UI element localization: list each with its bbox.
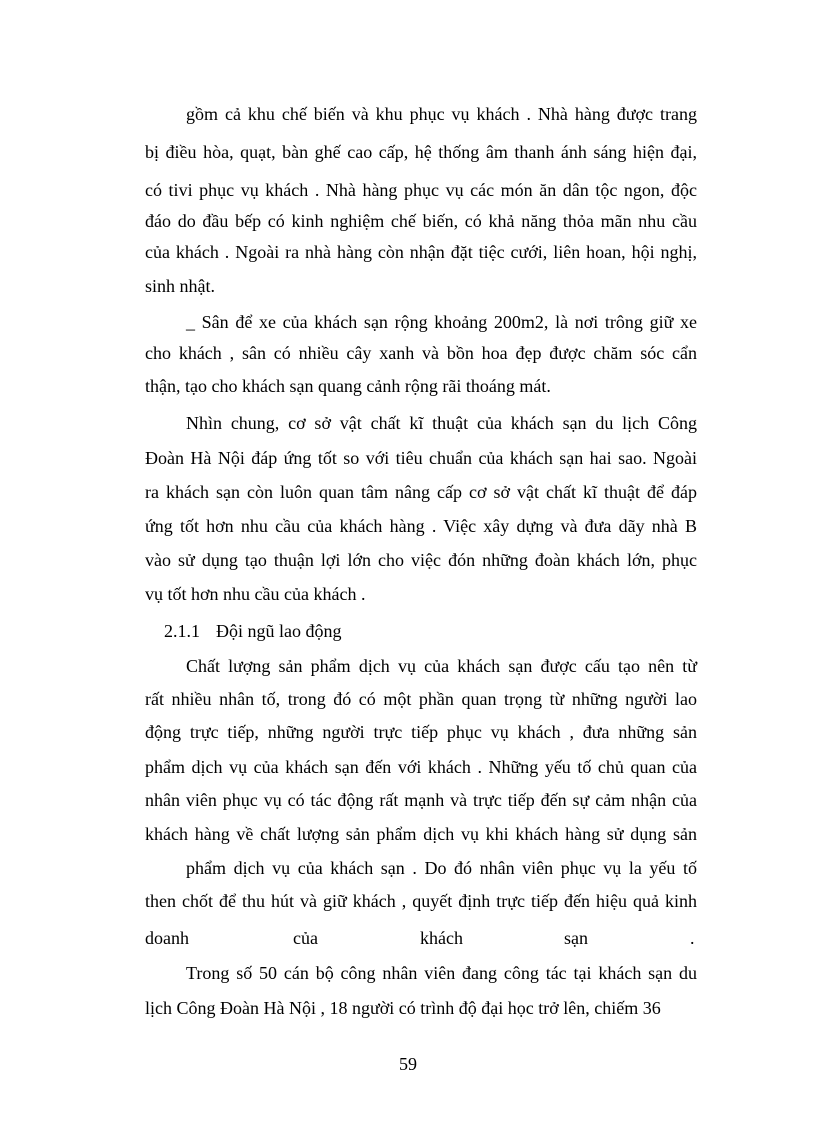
section-title: Đội ngũ lao động — [216, 621, 342, 641]
text-line: rất nhiều nhân tố, trong đó có một phần quan trọng từ những người lao — [145, 689, 697, 709]
word: sạn — [564, 928, 588, 948]
page-number: 59 — [399, 1054, 417, 1074]
word: khách — [420, 928, 463, 948]
section-number: 2.1.1 — [164, 621, 200, 641]
text-line: Nhìn chung, cơ sở vật chất kĩ thuật của khách sạn du lịch Công — [186, 413, 697, 433]
text-line: vụ tốt hơn nhu cầu của khách . — [145, 584, 366, 604]
text-line: phẩm dịch vụ của khách sạn đến với khách . Những yếu tố chủ quan của — [145, 757, 697, 777]
text-line: ra khách sạn còn luôn quan tâm nâng cấp cơ sở vật chất kĩ thuật để đáp — [145, 482, 697, 502]
word: của — [293, 928, 318, 948]
text-line: đáo do đầu bếp có kinh nghiệm chế biến, có khả năng thỏa mãn nhu cầu — [145, 211, 697, 231]
text-line: Trong số 50 cán bộ công nhân viên đang công tác tại khách sạn du — [186, 963, 697, 983]
text-line: thận, tạo cho khách sạn quang cảnh rộng rãi thoáng mát. — [145, 376, 551, 396]
text-line: vào sử dụng tạo thuận lợi lớn cho việc đón những đoàn khách lớn, phục — [145, 550, 697, 570]
section-heading — [164, 620, 342, 642]
text-line: động trực tiếp, những người trực tiếp phục vụ khách , đưa những sản — [145, 722, 697, 742]
text-line: gồm cả khu chế biến và khu phục vụ khách . Nhà hàng được trang — [186, 104, 697, 124]
word: doanh — [145, 928, 189, 948]
text-line: phẩm dịch vụ của khách sạn . Do đó nhân viên phục vụ la yếu tố — [186, 858, 697, 878]
text-line: Đoàn Hà Nội đáp ứng tốt so với tiêu chuẩn của khách sạn hai sao. Ngoài — [145, 448, 697, 468]
text-line: cho khách , sân có nhiều cây xanh và bồn hoa đẹp được chăm sóc cẩn — [145, 343, 697, 363]
text-line: lịch Công Đoàn Hà Nội , 18 người có trình độ đại học trở lên, chiếm 36 — [145, 998, 661, 1018]
text-line: sinh nhật. — [145, 276, 215, 296]
text-line: _ Sân để xe của khách sạn rộng khoảng 200m2, là nơi trông giữ xe — [186, 312, 697, 332]
text-line: then chốt để thu hút và giữ khách , quyết định trực tiếp đến hiệu quả kinh — [145, 891, 697, 911]
text-line: nhân viên phục vụ có tác động rất mạnh và trực tiếp đến sự cảm nhận của — [145, 790, 697, 810]
text-line: của khách . Ngoài ra nhà hàng còn nhận đặt tiệc cưới, liên hoan, hội nghị, — [145, 242, 697, 262]
text-line: khách hàng về chất lượng sản phẩm dịch vụ khi khách hàng sử dụng sản — [145, 824, 697, 844]
text-line: Chất lượng sản phẩm dịch vụ của khách sạn được cấu tạo nên từ — [186, 656, 697, 676]
word: . — [690, 928, 695, 948]
text-line: bị điều hòa, quạt, bàn ghế cao cấp, hệ thống âm thanh ánh sáng hiện đại, — [145, 142, 697, 162]
text-line: có tivi phục vụ khách . Nhà hàng phục vụ các món ăn dân tộc ngon, độc — [145, 180, 697, 200]
text-line: ứng tốt hơn nhu cầu của khách hàng . Việc xây dựng và đưa dãy nhà B — [145, 516, 697, 536]
